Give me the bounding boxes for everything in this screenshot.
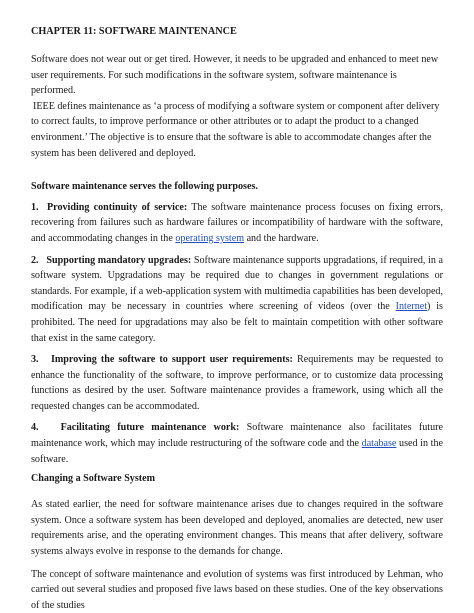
internet-link[interactable]: Internet [395, 301, 428, 313]
item-title: Supporting mandatory upgrades: [46, 254, 192, 266]
section-heading: Changing a Software System [31, 473, 156, 485]
body-paragraph: As stated earlier, the need for software maintenance arises due to changes required in the software system. Once a software system has been developed and deployed, anomalies are detected, new user requirements arise, and the operating environment changes. This means that after delivery, software systems always evolve in response to the demands for change. [31, 499, 443, 558]
item-text-after: ) is prohibited. The need for upgradations may also be felt to maintain competition with other software that exist in the same category. [31, 301, 443, 344]
item-number: 4. [31, 422, 39, 434]
operating-system-link[interactable]: operating system [175, 232, 245, 244]
item-title: Facilitating future maintenance work: [60, 422, 240, 434]
item-text: The software maintenance process focuses on fixing errors, recovering from failures such as hardware failures or incompatibility of hardware with the software, and accommodating changes in the [31, 201, 444, 244]
item-title: Improving the software to support user requirements: [50, 354, 293, 366]
purposes-list [31, 200, 443, 468]
purposes-heading: Software maintenance serves the following purposes. [31, 181, 258, 193]
item-number: 3. [31, 354, 39, 366]
list-item [31, 352, 443, 414]
item-text-after: used in the software. [31, 438, 443, 465]
item-number: 1. [31, 201, 39, 213]
item-text-after: and the hardware. [244, 232, 319, 244]
item-text: Software maintenance also facilitates future maintenance work, which may include restructuring of the software code and the [31, 422, 443, 450]
item-text: Software maintenance supports upgradations, if required, in a software system. Upgradations may be required due to changes in government regulations or standards. For example, if a web-application system with multimedia capabilities has been developed, modification may be necessary in countries where screening of videos (over the [31, 254, 443, 313]
ieee-paragraph: IEEE defines maintenance as ‘a process of modifying a software system or component after delivery to correct faults, to improve performance or other attributes or to adapt the product to a changed environment.’ The objective is to ensure that the software is able to accommodate changes after the system has been delivered and deployed. [31, 100, 440, 159]
database-link[interactable]: database [361, 438, 397, 450]
list-item [31, 200, 443, 247]
body-paragraph: The concept of software maintenance and evolution of systems was first introduced by Lehman, who carried out several studies and proposed five laws based on these studies. One of the key observations of the studies [31, 568, 443, 611]
list-item [31, 253, 443, 347]
item-number: 2. [31, 254, 39, 266]
item-title: Providing continuity of service: [47, 201, 188, 213]
chapter-title: CHAPTER 11: SOFTWARE MAINTENANCE [31, 26, 237, 37]
list-item [31, 420, 443, 467]
intro-paragraph: Software does not wear out or get tired. However, it needs to be upgraded and enhanced to meet new user requirements. For such modifications in the software system, software maintenance is performed. [31, 54, 439, 97]
item-text: Requirements may be requested to enhance the functionality of the software, to improve performance, or to customize data processing functions as desired by the user. Software maintenance provides a framework, using which all the requested changes can be accommodated. [31, 354, 443, 412]
